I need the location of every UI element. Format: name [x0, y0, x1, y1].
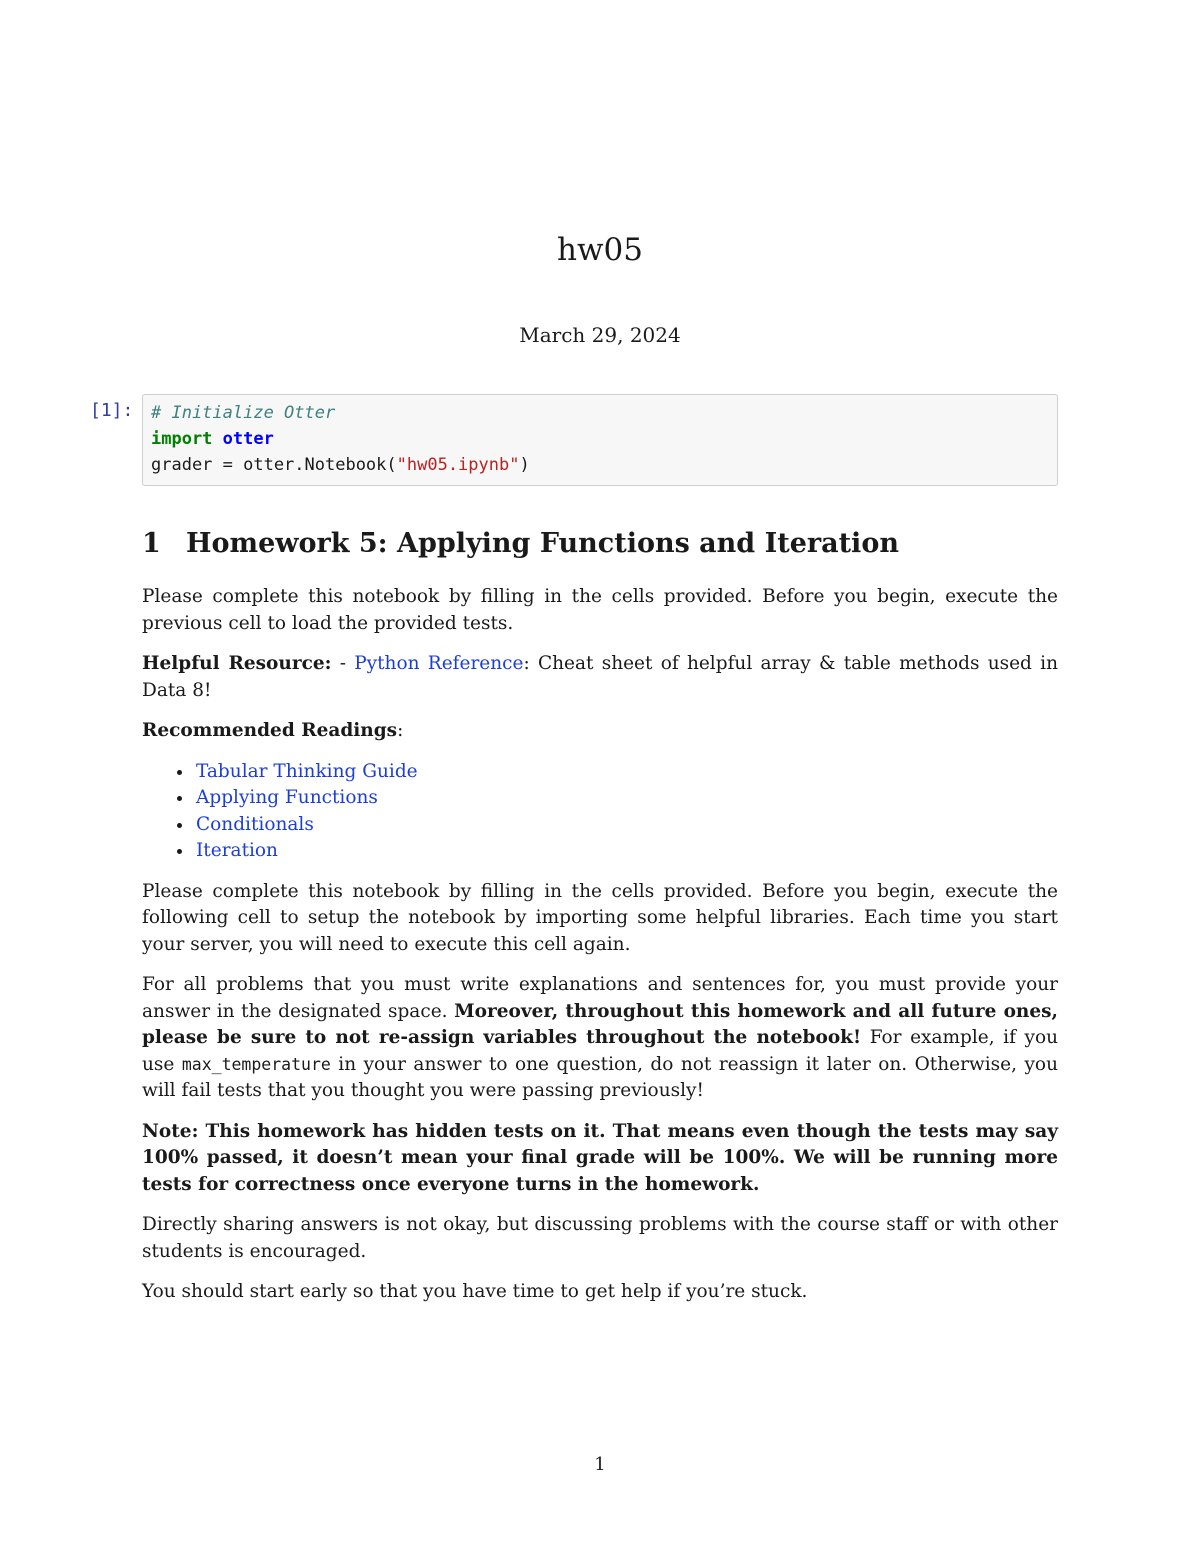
- explain-text-3: in your answer to one question, do not reassign it later on. Otherwise, you will fail tests that you thought you were passing previously!: [142, 1053, 1058, 1101]
- reading-link-tabular-thinking[interactable]: Tabular Thinking Guide: [196, 760, 418, 782]
- code-string-arg: "hw05.ipynb": [396, 455, 520, 475]
- helpful-label: Helpful Resource:: [142, 653, 332, 674]
- list-item: [194, 812, 1058, 839]
- helpful-resource-paragraph: [142, 651, 1058, 704]
- code-assign-prefix: grader = otter.Notebook(: [151, 455, 397, 475]
- list-item: [194, 785, 1058, 812]
- python-reference-link[interactable]: Python Reference: [354, 653, 524, 674]
- readings-heading: [142, 718, 1058, 745]
- code-import-module: otter: [222, 429, 274, 449]
- readings-colon: :: [397, 720, 404, 741]
- page-number: 1: [594, 1454, 606, 1475]
- code-line-import: [151, 426, 1049, 452]
- code-line-assign: [151, 452, 1049, 478]
- code-line-comment: [151, 400, 1049, 426]
- code-cell[interactable]: [142, 394, 1058, 486]
- cell-prompt: [1]:: [90, 400, 134, 421]
- code-comment: # Initialize Otter: [151, 403, 336, 423]
- document-title: hw05: [557, 232, 643, 268]
- code-import-keyword: import: [151, 429, 213, 449]
- section-title: Homework 5: Applying Functions and Iteration: [186, 528, 899, 559]
- note-paragraph: [142, 1119, 1058, 1199]
- explanations-paragraph: [142, 972, 1058, 1105]
- helpful-dash: -: [331, 653, 355, 674]
- reading-link-conditionals[interactable]: Conditionals: [196, 813, 314, 835]
- document-date: March 29, 2024: [519, 323, 681, 347]
- start-early-paragraph: You should start early so that you have time to get help if you’re stuck.: [142, 1281, 808, 1302]
- note-text: This homework has hidden tests on it. That means even though the tests may say 100% passed, it doesn’t mean your final grade will be 100%. We will be running more tests for correctness once everyone turns in the homework.: [142, 1120, 1058, 1195]
- intro-paragraph: Please complete this notebook by filling in the cells provided. Before you begin, execute the previous cell to load the provided tests.: [142, 586, 1058, 634]
- readings-label: Recommended Readings: [142, 720, 398, 741]
- section-heading: [142, 522, 1058, 566]
- explain-bold: Moreover, throughout this homework and all future ones, please be sure to not re-assign variables throughout the notebook!: [142, 1000, 1058, 1048]
- setup-paragraph: Please complete this notebook by filling in the cells provided. Before you begin, execute the following cell to setup the notebook by importing some helpful libraries. Each time you start your server, you will need to execute this cell again.: [142, 880, 1058, 955]
- reading-link-applying-functions[interactable]: Applying Functions: [196, 787, 378, 808]
- code-assign-suffix: ): [519, 455, 530, 475]
- helpful-rest: : Cheat sheet of helpful array & table methods used in Data 8!: [142, 653, 1058, 701]
- sharing-paragraph: Directly sharing answers is not okay, but discussing problems with the course staff or with other students is encouraged.: [142, 1214, 1058, 1262]
- readings-list: [142, 759, 1058, 865]
- explain-text-2: For example, if you use: [142, 1027, 1059, 1075]
- list-item: [194, 759, 1058, 786]
- section-number: 1: [142, 528, 161, 559]
- explain-text-1: For all problems that you must write explanations and sentences for, you must provide your answer in the designated space.: [142, 974, 1058, 1022]
- document-body: [142, 522, 1058, 1320]
- note-label: Note:: [142, 1120, 199, 1142]
- list-item: [194, 838, 1058, 865]
- reading-link-iteration[interactable]: Iteration: [196, 840, 278, 861]
- explain-code: max_temperature: [181, 1054, 331, 1074]
